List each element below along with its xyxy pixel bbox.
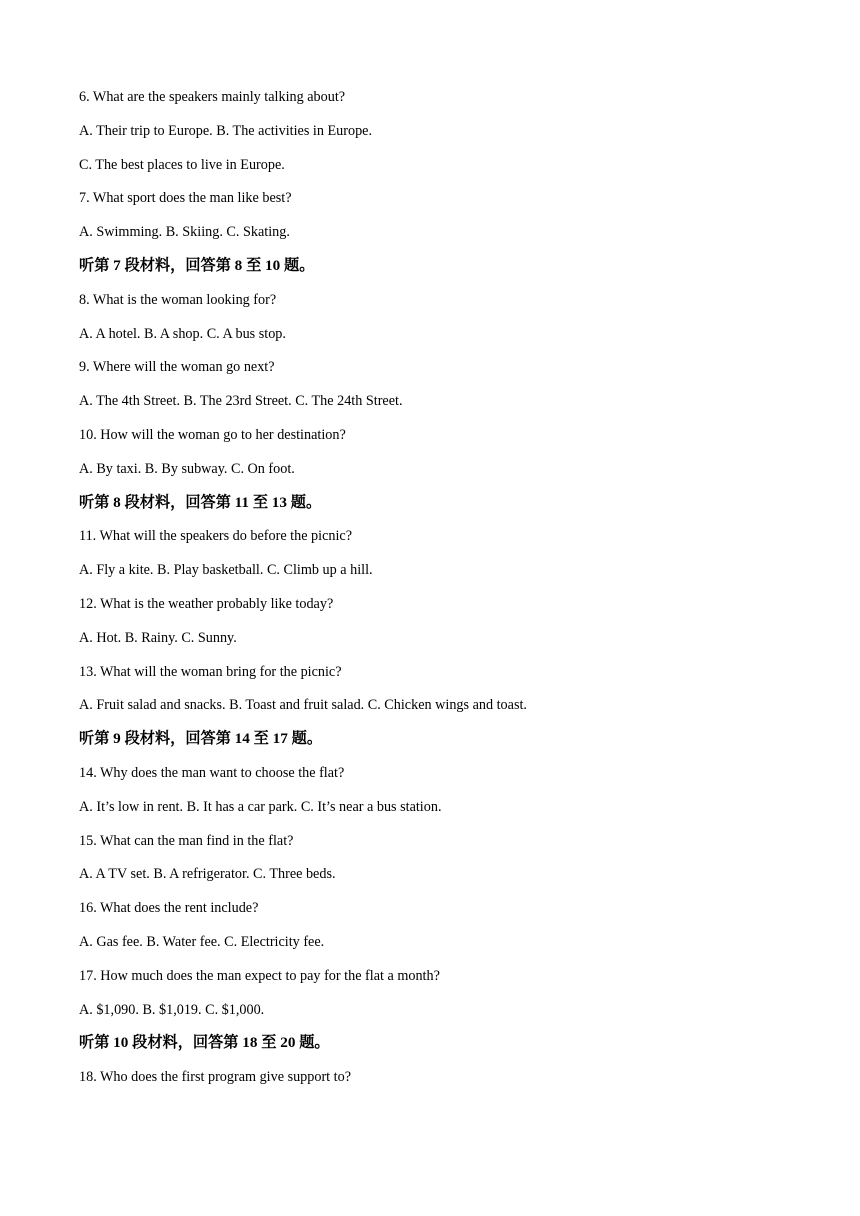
answer-options: A. Their trip to Europe. B. The activities in Europe. bbox=[79, 122, 373, 139]
question-text: 9. Where will the woman go next? bbox=[79, 359, 275, 376]
question-text: 10. How will the woman go to her destination? bbox=[79, 426, 346, 443]
answer-options: A. It’s low in rent. B. It has a car park. C. It’s near a bus station. bbox=[79, 798, 442, 815]
question-text: 12. What is the weather probably like today? bbox=[79, 595, 334, 612]
question-text: 15. What can the man find in the flat? bbox=[79, 832, 294, 849]
question-text: 8. What is the woman looking for? bbox=[79, 291, 277, 308]
section-heading: 听第 7 段材料，回答第 8 至 10 题。 bbox=[79, 256, 315, 274]
document-page bbox=[79, 86, 799, 1100]
section-heading: 听第 9 段材料，回答第 14 至 17 题。 bbox=[79, 730, 322, 748]
question-text: 16. What does the rent include? bbox=[79, 900, 259, 917]
answer-options: A. The 4th Street. B. The 23rd Street. C. The 24th Street. bbox=[79, 393, 403, 410]
question-text: 13. What will the woman bring for the picnic? bbox=[79, 663, 342, 680]
answer-options: A. A hotel. B. A shop. C. A bus stop. bbox=[79, 325, 286, 342]
answer-options: A. Fly a kite. B. Play basketball. C. Climb up a hill. bbox=[79, 562, 373, 579]
question-text: 7. What sport does the man like best? bbox=[79, 190, 292, 207]
question-text: 18. Who does the first program give support to? bbox=[79, 1069, 352, 1086]
question-text: 6. What are the speakers mainly talking about? bbox=[79, 89, 346, 105]
answer-options: A. By taxi. B. By subway. C. On foot. bbox=[79, 460, 295, 477]
answer-options: A. Swimming. B. Skiing. C. Skating. bbox=[79, 224, 290, 241]
answer-options: C. The best places to live in Europe. bbox=[79, 156, 285, 173]
answer-options: A. A TV set. B. A refrigerator. C. Three beds. bbox=[79, 866, 336, 883]
section-heading: 听第 10 段材料，回答第 18 至 20 题。 bbox=[79, 1034, 330, 1052]
section-heading: 听第 8 段材料，回答第 11 至 13 题。 bbox=[79, 493, 322, 511]
question-text: 17. How much does the man expect to pay for the flat a month? bbox=[79, 967, 440, 984]
answer-options: A. Hot. B. Rainy. C. Sunny. bbox=[79, 629, 237, 646]
answer-options: A. Gas fee. B. Water fee. C. Electricity fee. bbox=[79, 933, 325, 950]
question-text: 14. Why does the man want to choose the flat? bbox=[79, 764, 345, 781]
answer-options: A. Fruit salad and snacks. B. Toast and fruit salad. C. Chicken wings and toast. bbox=[79, 697, 527, 714]
answer-options: A. $1,090. B. $1,019. C. $1,000. bbox=[79, 1001, 265, 1018]
question-text: 11. What will the speakers do before the picnic? bbox=[79, 528, 353, 545]
